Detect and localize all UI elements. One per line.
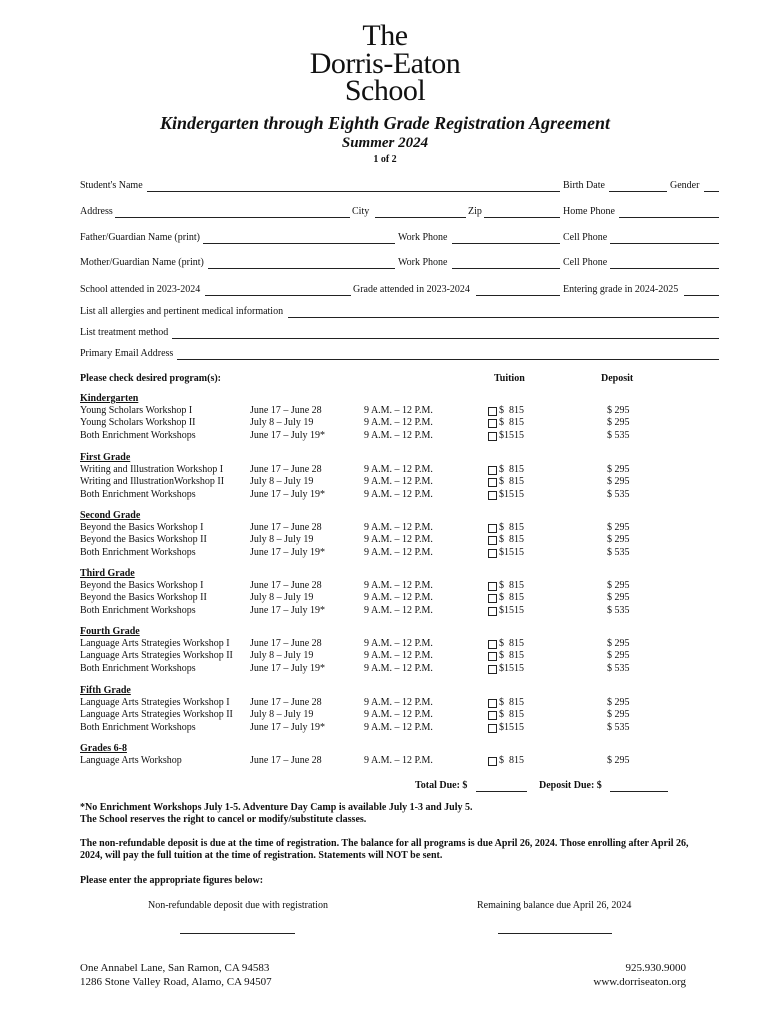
zip-field[interactable] — [484, 217, 560, 218]
program-time: 9 A.M. – 12 P.M. — [364, 755, 433, 766]
program-deposit: $ 295 — [607, 464, 630, 475]
school-attended-label: School attended in 2023-2024 — [80, 284, 201, 295]
entering-grade-field[interactable] — [684, 295, 719, 296]
program-checkbox[interactable] — [488, 432, 497, 441]
program-dates: June 17 – June 28 — [250, 464, 322, 475]
treatment-label: List treatment method — [80, 327, 169, 338]
program-dates: July 8 – July 19 — [250, 476, 314, 488]
deposit-due-label: Deposit Due: $ — [539, 780, 602, 791]
mother-field[interactable] — [208, 268, 395, 269]
program-deposit: $ 535 — [607, 604, 630, 616]
program-time: 9 A.M. – 12 P.M. — [364, 638, 433, 649]
program-dates: June 17 – June 28 — [250, 638, 322, 649]
program-dates: June 17 – July 19* — [250, 662, 325, 674]
father-cell-phone-label: Cell Phone — [563, 232, 608, 243]
school-attended-field[interactable] — [205, 295, 351, 296]
program-title: Beyond the Basics Workshop I — [80, 522, 204, 533]
program-deposit: $ 295 — [607, 534, 630, 546]
total-due-label: Total Due: $ — [415, 780, 468, 791]
program-dates: June 17 – June 28 — [250, 580, 322, 591]
mother-work-phone-label: Work Phone — [398, 257, 448, 268]
program-deposit: $ 295 — [607, 417, 630, 429]
grade-heading: Third Grade — [80, 568, 135, 579]
program-checkbox[interactable] — [488, 724, 497, 733]
home-phone-label: Home Phone — [563, 206, 615, 217]
deposit-policy-line2: 2024, will pay the full tuition at the time of registration. Statements will NOT be sent. — [80, 850, 443, 861]
programs-check-label: Please check desired program(s): — [80, 373, 221, 384]
deposit-header: Deposit — [601, 373, 634, 384]
program-time: 9 A.M. – 12 P.M. — [364, 709, 433, 721]
remaining-balance-label: Remaining balance due April 26, 2024 — [477, 900, 632, 911]
grade-heading: Fourth Grade — [80, 626, 140, 637]
program-dates: July 8 – July 19 — [250, 709, 314, 721]
address-field[interactable] — [115, 217, 350, 218]
program-title: Writing and IllustrationWorkshop II — [80, 476, 225, 488]
program-tuition: $ 815 — [499, 522, 524, 533]
enter-figures-label: Please enter the appropriate figures below: — [80, 875, 264, 886]
grade-attended-field[interactable] — [476, 295, 560, 296]
footer-address-1: One Annabel Lane, San Ramon, CA 94583 — [80, 962, 270, 974]
program-deposit: $ 295 — [607, 405, 630, 416]
program-dates: July 8 – July 19 — [250, 650, 314, 662]
program-deposit: $ 295 — [607, 709, 630, 721]
program-tuition: $1515 — [499, 488, 524, 500]
grade-heading: Grades 6-8 — [80, 743, 127, 754]
program-deposit: $ 535 — [607, 546, 630, 558]
program-deposit: $ 295 — [607, 755, 630, 766]
gender-field[interactable] — [704, 191, 719, 192]
nonrefundable-deposit-label: Non-refundable deposit due with registration — [148, 900, 328, 911]
city-field[interactable] — [375, 217, 466, 218]
program-title: Young Scholars Workshop II — [80, 417, 196, 429]
footer-phone: 925.930.9000 — [625, 962, 686, 974]
program-dates: June 17 – June 28 — [250, 522, 322, 533]
program-tuition: $ 815 — [499, 697, 524, 708]
program-time: 9 A.M. – 12 P.M. — [364, 534, 433, 546]
program-tuition: $ 815 — [499, 709, 524, 721]
program-deposit: $ 535 — [607, 488, 630, 500]
program-tuition: $ 815 — [499, 650, 524, 662]
program-time: 9 A.M. – 12 P.M. — [364, 721, 433, 733]
nonrefundable-deposit-field[interactable] — [180, 933, 295, 934]
city-label: City — [352, 206, 370, 217]
remaining-balance-field[interactable] — [498, 933, 612, 934]
page-title: Kindergarten through Eighth Grade Registration Agreement — [160, 113, 610, 133]
program-tuition: $ 815 — [499, 405, 524, 416]
program-deposit: $ 295 — [607, 580, 630, 591]
grade-attended-label: Grade attended in 2023-2024 — [353, 284, 470, 295]
program-checkbox[interactable] — [488, 607, 497, 616]
father-label: Father/Guardian Name (print) — [80, 232, 200, 243]
entering-grade-label: Entering grade in 2024-2025 — [563, 284, 679, 295]
program-deposit: $ 295 — [607, 650, 630, 662]
program-time: 9 A.M. – 12 P.M. — [364, 405, 433, 416]
program-dates: June 17 – July 19* — [250, 721, 325, 733]
deposit-policy-line1: The non-refundable deposit is due at the time of registration. The balance for all programs is due April 26, 2024. Those enrolling after April 26, — [80, 838, 689, 849]
program-deposit: $ 535 — [607, 662, 630, 674]
program-deposit: $ 295 — [607, 638, 630, 649]
program-tuition: $ 815 — [499, 534, 524, 546]
program-title: Language Arts Workshop — [80, 755, 182, 766]
program-time: 9 A.M. – 12 P.M. — [364, 476, 433, 488]
grade-heading: First Grade — [80, 452, 131, 463]
program-checkbox[interactable] — [488, 640, 497, 649]
home-phone-field[interactable] — [619, 217, 719, 218]
page-subtitle: Summer 2024 — [341, 135, 429, 151]
logo-line-3: School — [344, 74, 426, 107]
program-time: 9 A.M. – 12 P.M. — [364, 662, 433, 674]
program-tuition: $ 815 — [499, 476, 524, 488]
program-deposit: $ 295 — [607, 522, 630, 533]
program-time: 9 A.M. – 12 P.M. — [364, 580, 433, 591]
tuition-header: Tuition — [494, 373, 525, 384]
program-dates: July 8 – July 19 — [250, 534, 314, 546]
program-time: 9 A.M. – 12 P.M. — [364, 697, 433, 708]
program-checkbox[interactable] — [488, 594, 497, 603]
program-checkbox[interactable] — [488, 652, 497, 661]
program-dates: June 17 – July 19* — [250, 429, 325, 441]
program-tuition: $ 815 — [499, 464, 524, 475]
father-work-phone-label: Work Phone — [398, 232, 448, 243]
total-due-field[interactable] — [476, 791, 527, 792]
program-tuition: $ 815 — [499, 592, 524, 604]
program-title: Language Arts Strategies Workshop II — [80, 709, 233, 721]
page-number: 1 of 2 — [373, 154, 397, 165]
program-dates: June 17 – June 28 — [250, 697, 322, 708]
program-time: 9 A.M. – 12 P.M. — [364, 429, 433, 441]
program-title: Language Arts Strategies Workshop II — [80, 650, 233, 662]
program-title: Language Arts Strategies Workshop I — [80, 638, 230, 649]
footer-address-2: 1286 Stone Valley Road, Alamo, CA 94507 — [80, 976, 272, 988]
note-enrichment: *No Enrichment Workshops July 1-5. Adventure Day Camp is available July 1-3 and July 5. — [80, 802, 473, 813]
grade-heading: Second Grade — [80, 510, 141, 521]
program-dates: June 17 – July 19* — [250, 488, 325, 500]
program-title: Young Scholars Workshop I — [80, 405, 193, 416]
mother-cell-phone-label: Cell Phone — [563, 257, 608, 268]
program-time: 9 A.M. – 12 P.M. — [364, 464, 433, 475]
program-checkbox[interactable] — [488, 536, 497, 545]
program-tuition: $ 815 — [499, 638, 524, 649]
program-time: 9 A.M. – 12 P.M. — [364, 592, 433, 604]
program-title: Both Enrichment Workshops — [80, 429, 196, 441]
program-tuition: $1515 — [499, 604, 524, 616]
program-tuition: $1515 — [499, 721, 524, 733]
program-time: 9 A.M. – 12 P.M. — [364, 522, 433, 533]
program-checkbox[interactable] — [488, 699, 497, 708]
program-checkbox[interactable] — [488, 549, 497, 558]
program-title: Beyond the Basics Workshop I — [80, 580, 204, 591]
program-time: 9 A.M. – 12 P.M. — [364, 604, 433, 616]
program-title: Both Enrichment Workshops — [80, 604, 196, 616]
zip-label: Zip — [468, 206, 482, 217]
program-checkbox[interactable] — [488, 524, 497, 533]
program-dates: July 8 – July 19 — [250, 417, 314, 429]
logo-line-2: Dorris-Eaton — [309, 47, 461, 80]
program-checkbox[interactable] — [488, 419, 497, 428]
program-tuition: $ 815 — [499, 417, 524, 429]
program-deposit: $ 295 — [607, 697, 630, 708]
grade-heading: Fifth Grade — [80, 685, 131, 696]
gender-label: Gender — [670, 180, 700, 191]
program-tuition: $1515 — [499, 662, 524, 674]
student-name-field[interactable] — [147, 191, 560, 192]
student-name-label: Student's Name — [80, 180, 143, 191]
program-time: 9 A.M. – 12 P.M. — [364, 650, 433, 662]
program-tuition: $ 815 — [499, 580, 524, 591]
footer-website[interactable]: www.dorriseaton.org — [593, 976, 686, 988]
email-label: Primary Email Address — [80, 348, 174, 359]
program-time: 9 A.M. – 12 P.M. — [364, 417, 433, 429]
birth-date-label: Birth Date — [563, 180, 605, 191]
father-field[interactable] — [203, 243, 395, 244]
logo-line-1: The — [362, 19, 408, 52]
address-label: Address — [80, 206, 113, 217]
program-title: Beyond the Basics Workshop II — [80, 534, 207, 546]
program-checkbox[interactable] — [488, 491, 497, 500]
deposit-due-field[interactable] — [610, 791, 668, 792]
program-dates: June 17 – July 19* — [250, 604, 325, 616]
program-checkbox[interactable] — [488, 582, 497, 591]
program-title: Writing and Illustration Workshop I — [80, 464, 224, 475]
program-title: Both Enrichment Workshops — [80, 488, 196, 500]
program-dates: June 17 – June 28 — [250, 755, 322, 766]
grade-heading: Kindergarten — [80, 393, 139, 404]
program-checkbox[interactable] — [488, 478, 497, 487]
allergies-label: List all allergies and pertinent medical information — [80, 306, 284, 317]
program-checkbox[interactable] — [488, 407, 497, 416]
program-tuition: $1515 — [499, 546, 524, 558]
program-tuition: $ 815 — [499, 755, 524, 766]
program-time: 9 A.M. – 12 P.M. — [364, 546, 433, 558]
program-checkbox[interactable] — [488, 466, 497, 475]
mother-work-phone-field[interactable] — [452, 268, 560, 269]
mother-cell-phone-field[interactable] — [610, 268, 719, 269]
program-dates: June 17 – June 28 — [250, 405, 322, 416]
note-cancel: The School reserves the right to cancel or modify/substitute classes. — [80, 814, 367, 825]
father-cell-phone-field[interactable] — [610, 243, 719, 244]
mother-label: Mother/Guardian Name (print) — [80, 257, 204, 268]
program-checkbox[interactable] — [488, 665, 497, 674]
program-title: Both Enrichment Workshops — [80, 662, 196, 674]
program-deposit: $ 535 — [607, 721, 630, 733]
program-title: Beyond the Basics Workshop II — [80, 592, 207, 604]
program-dates: July 8 – July 19 — [250, 592, 314, 604]
program-deposit: $ 295 — [607, 592, 630, 604]
program-title: Both Enrichment Workshops — [80, 721, 196, 733]
father-work-phone-field[interactable] — [452, 243, 560, 244]
program-tuition: $1515 — [499, 429, 524, 441]
allergies-field[interactable] — [288, 317, 719, 318]
program-checkbox[interactable] — [488, 757, 497, 766]
birth-date-field[interactable] — [609, 191, 667, 192]
program-title: Language Arts Strategies Workshop I — [80, 697, 230, 708]
school-logo — [0, 19, 770, 107]
treatment-field[interactable] — [172, 338, 719, 339]
program-title: Both Enrichment Workshops — [80, 546, 196, 558]
program-deposit: $ 295 — [607, 476, 630, 488]
program-deposit: $ 535 — [607, 429, 630, 441]
program-checkbox[interactable] — [488, 711, 497, 720]
program-dates: June 17 – July 19* — [250, 546, 325, 558]
email-field[interactable] — [177, 359, 719, 360]
program-time: 9 A.M. – 12 P.M. — [364, 488, 433, 500]
